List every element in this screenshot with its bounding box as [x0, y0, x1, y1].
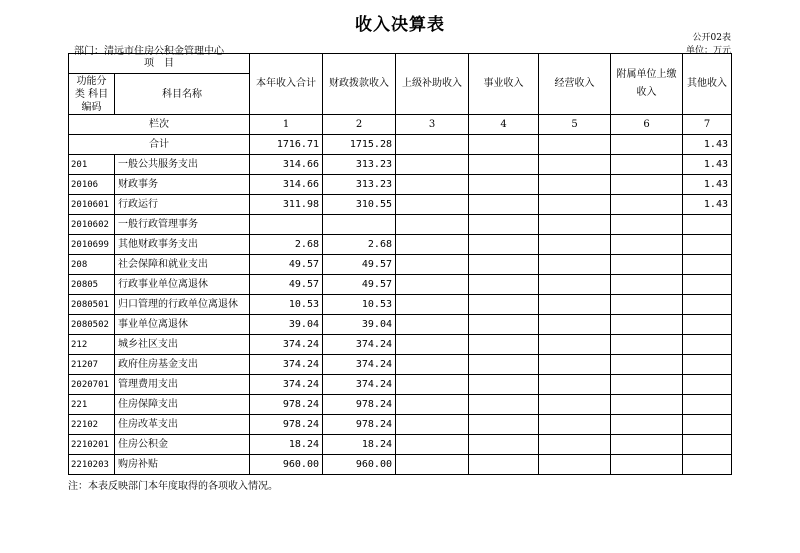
col-index: 2	[323, 115, 396, 135]
amount-total: 960.00	[250, 455, 323, 475]
subject-name: 住房公积金	[115, 435, 250, 455]
total-row	[69, 135, 732, 155]
amount-operating	[539, 215, 611, 235]
amount-fiscal: 978.24	[323, 415, 396, 435]
amount-affiliated	[611, 255, 683, 275]
table-row	[69, 295, 732, 315]
amount-operating	[539, 155, 611, 175]
col-index-label: 栏次	[69, 115, 250, 135]
amount-superior	[396, 355, 469, 375]
amount-total: 10.53	[250, 295, 323, 315]
amount-other	[683, 455, 732, 475]
amount-total	[250, 215, 323, 235]
header-fiscal: 财政拨款收入	[323, 54, 396, 115]
amount-affiliated	[611, 395, 683, 415]
amount-operating	[539, 195, 611, 215]
footnote: 注：本表反映部门本年度取得的各项收入情况。	[68, 481, 278, 492]
amount-superior	[396, 255, 469, 275]
amount-business	[469, 195, 539, 215]
amount-operating	[539, 415, 611, 435]
amount-fiscal: 978.24	[323, 395, 396, 415]
amount-superior	[396, 175, 469, 195]
amount-superior	[396, 375, 469, 395]
amount-affiliated	[611, 175, 683, 195]
amount-affiliated	[611, 275, 683, 295]
amount-affiliated	[611, 315, 683, 335]
table-row	[69, 195, 732, 215]
amount-fiscal: 49.57	[323, 255, 396, 275]
subject-code: 2080502	[69, 315, 115, 335]
amount-total: 49.57	[250, 275, 323, 295]
amount-affiliated	[611, 155, 683, 175]
table-row	[69, 175, 732, 195]
amount-fiscal: 374.24	[323, 375, 396, 395]
amount-other	[683, 255, 732, 275]
amount-business	[469, 415, 539, 435]
amount-fiscal: 18.24	[323, 435, 396, 455]
amount-fiscal	[323, 215, 396, 235]
amount-operating	[539, 295, 611, 315]
table-row	[69, 375, 732, 395]
amount-operating	[539, 435, 611, 455]
amount-operating	[539, 235, 611, 255]
amount-affiliated	[611, 415, 683, 435]
table-row	[69, 215, 732, 235]
subject-code: 212	[69, 335, 115, 355]
amount-superior	[396, 435, 469, 455]
amount-affiliated	[611, 195, 683, 215]
subject-name: 一般行政管理事务	[115, 215, 250, 235]
amount-superior	[396, 315, 469, 335]
subject-code: 2010699	[69, 235, 115, 255]
amount-operating	[539, 335, 611, 355]
amount-business	[469, 375, 539, 395]
subject-code: 2080501	[69, 295, 115, 315]
amount-business	[469, 395, 539, 415]
form-number: 公开02表	[692, 33, 731, 43]
unit-label: 单位：万元	[685, 46, 731, 56]
subject-name: 购房补贴	[115, 455, 250, 475]
department-label: 部门：清远市住房公积金管理中心	[74, 46, 224, 57]
amount-other	[683, 315, 732, 335]
amount-superior	[396, 195, 469, 215]
amount-total: 374.24	[250, 355, 323, 375]
table-row	[69, 315, 732, 335]
table-row	[69, 415, 732, 435]
amount-superior	[396, 335, 469, 355]
total-other: 1.43	[683, 135, 732, 155]
amount-total: 18.24	[250, 435, 323, 455]
amount-affiliated	[611, 355, 683, 375]
table-row	[69, 435, 732, 455]
amount-fiscal: 310.55	[323, 195, 396, 215]
amount-other	[683, 275, 732, 295]
amount-business	[469, 155, 539, 175]
amount-operating	[539, 315, 611, 335]
table-row	[69, 275, 732, 295]
amount-affiliated	[611, 335, 683, 355]
header-item: 项 目	[69, 54, 250, 74]
page-title: 收入决算表	[355, 15, 445, 35]
amount-total: 314.66	[250, 155, 323, 175]
amount-business	[469, 315, 539, 335]
amount-business	[469, 215, 539, 235]
total-fiscal: 1715.28	[323, 135, 396, 155]
amount-other	[683, 435, 732, 455]
amount-superior	[396, 295, 469, 315]
amount-operating	[539, 175, 611, 195]
amount-total: 374.24	[250, 335, 323, 355]
income-table	[68, 53, 732, 475]
table-row	[69, 255, 732, 275]
table-row	[69, 455, 732, 475]
amount-business	[469, 435, 539, 455]
amount-other	[683, 395, 732, 415]
header-code: 功能分类 科目编码	[69, 74, 115, 115]
subject-code: 2210203	[69, 455, 115, 475]
amount-total: 2.68	[250, 235, 323, 255]
amount-affiliated	[611, 295, 683, 315]
subject-code: 221	[69, 395, 115, 415]
col-index: 3	[396, 115, 469, 135]
amount-total: 374.24	[250, 375, 323, 395]
table-row	[69, 335, 732, 355]
col-index: 6	[611, 115, 683, 135]
amount-business	[469, 335, 539, 355]
subject-name: 归口管理的行政单位离退休	[115, 295, 250, 315]
amount-fiscal: 49.57	[323, 275, 396, 295]
total-amount: 1716.71	[250, 135, 323, 155]
header-superior: 上级补助收入	[396, 54, 469, 115]
amount-operating	[539, 395, 611, 415]
subject-name: 行政事业单位离退休	[115, 275, 250, 295]
amount-other	[683, 335, 732, 355]
col-index: 5	[539, 115, 611, 135]
subject-name: 事业单位离退休	[115, 315, 250, 335]
amount-operating	[539, 375, 611, 395]
amount-affiliated	[611, 375, 683, 395]
subject-code: 201	[69, 155, 115, 175]
col-index: 4	[469, 115, 539, 135]
subject-name: 社会保障和就业支出	[115, 255, 250, 275]
amount-business	[469, 355, 539, 375]
amount-business	[469, 255, 539, 275]
amount-superior	[396, 415, 469, 435]
amount-business	[469, 295, 539, 315]
table-row	[69, 355, 732, 375]
amount-business	[469, 275, 539, 295]
amount-fiscal: 374.24	[323, 355, 396, 375]
amount-business	[469, 235, 539, 255]
amount-total: 311.98	[250, 195, 323, 215]
amount-other	[683, 295, 732, 315]
amount-operating	[539, 355, 611, 375]
subject-name: 一般公共服务支出	[115, 155, 250, 175]
amount-fiscal: 313.23	[323, 155, 396, 175]
subject-name: 住房保障支出	[115, 395, 250, 415]
subject-code: 208	[69, 255, 115, 275]
amount-total: 49.57	[250, 255, 323, 275]
header-operating: 经营收入	[539, 54, 611, 115]
total-label: 合计	[69, 135, 250, 155]
amount-other: 1.43	[683, 155, 732, 175]
amount-fiscal: 960.00	[323, 455, 396, 475]
amount-fiscal: 39.04	[323, 315, 396, 335]
subject-code: 20805	[69, 275, 115, 295]
subject-name: 财政事务	[115, 175, 250, 195]
subject-code: 22102	[69, 415, 115, 435]
amount-business	[469, 175, 539, 195]
header-name: 科目名称	[115, 74, 250, 115]
amount-superior	[396, 215, 469, 235]
subject-code: 20106	[69, 175, 115, 195]
amount-fiscal: 10.53	[323, 295, 396, 315]
amount-other	[683, 355, 732, 375]
subject-code: 2210201	[69, 435, 115, 455]
table-row	[69, 155, 732, 175]
amount-superior	[396, 235, 469, 255]
amount-affiliated	[611, 435, 683, 455]
amount-fiscal: 374.24	[323, 335, 396, 355]
subject-name: 行政运行	[115, 195, 250, 215]
subject-code: 2010602	[69, 215, 115, 235]
subject-code: 21207	[69, 355, 115, 375]
amount-other	[683, 415, 732, 435]
header-affiliated: 附属单位上缴 收入	[611, 54, 683, 115]
amount-superior	[396, 155, 469, 175]
amount-superior	[396, 455, 469, 475]
amount-other	[683, 215, 732, 235]
col-index: 7	[683, 115, 732, 135]
amount-superior	[396, 395, 469, 415]
header-total: 本年收入合计	[250, 54, 323, 115]
amount-business	[469, 455, 539, 475]
amount-operating	[539, 275, 611, 295]
subject-name: 管理费用支出	[115, 375, 250, 395]
amount-other	[683, 235, 732, 255]
col-index: 1	[250, 115, 323, 135]
amount-operating	[539, 255, 611, 275]
amount-operating	[539, 455, 611, 475]
amount-total: 314.66	[250, 175, 323, 195]
amount-other: 1.43	[683, 175, 732, 195]
subject-code: 2010601	[69, 195, 115, 215]
amount-fiscal: 313.23	[323, 175, 396, 195]
amount-other: 1.43	[683, 195, 732, 215]
subject-name: 住房改革支出	[115, 415, 250, 435]
amount-total: 978.24	[250, 395, 323, 415]
subject-name: 城乡社区支出	[115, 335, 250, 355]
header-business: 事业收入	[469, 54, 539, 115]
amount-total: 39.04	[250, 315, 323, 335]
amount-affiliated	[611, 235, 683, 255]
table-row	[69, 235, 732, 255]
subject-code: 2020701	[69, 375, 115, 395]
amount-affiliated	[611, 215, 683, 235]
amount-other	[683, 375, 732, 395]
amount-affiliated	[611, 455, 683, 475]
header-other: 其他收入	[683, 54, 732, 115]
table-row	[69, 395, 732, 415]
subject-name: 政府住房基金支出	[115, 355, 250, 375]
amount-superior	[396, 275, 469, 295]
amount-total: 978.24	[250, 415, 323, 435]
amount-fiscal: 2.68	[323, 235, 396, 255]
subject-name: 其他财政事务支出	[115, 235, 250, 255]
